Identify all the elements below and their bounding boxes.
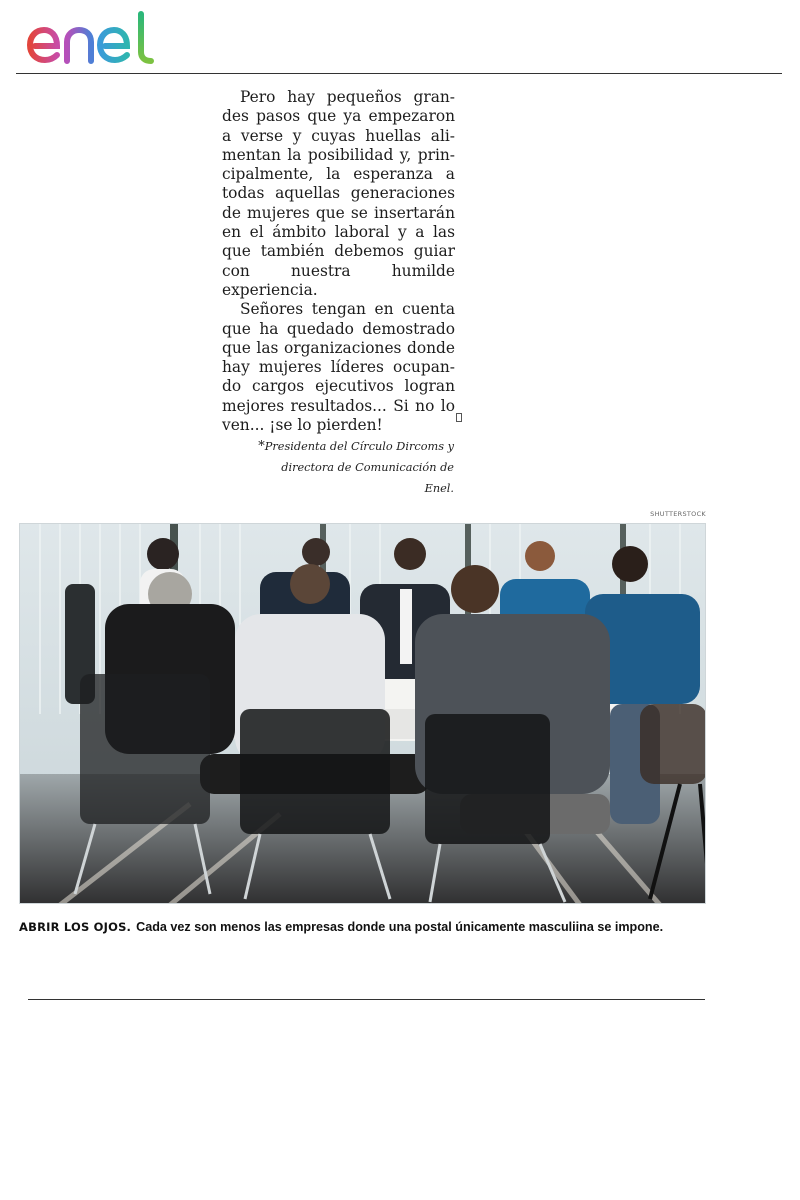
header-divider	[16, 73, 782, 74]
author-byline	[250, 436, 454, 499]
article-column	[222, 88, 455, 435]
photo-credit: SHUTTERSTOCK	[650, 510, 706, 518]
byline-line-2: directora de Comunicación de Enel.	[281, 461, 454, 495]
enel-logo-mark	[17, 8, 172, 68]
article-paragraph: Señores tengan en cuenta que ha quedado demostrado que las organizaciones donde hay mujeres líderes ocupando cargos ejecutivos logran mejores resultados... Si no lo ven... ¡se lo pierden!	[222, 300, 455, 435]
end-of-article-mark	[456, 413, 462, 422]
footer-divider	[28, 999, 705, 1000]
byline-asterisk: *	[258, 439, 265, 454]
caption-kicker: ABRIR LOS OJOS.	[19, 920, 132, 934]
meeting-illustration	[20, 524, 706, 904]
meeting-photo	[19, 523, 706, 904]
enel-logo	[17, 8, 172, 68]
photo-caption	[19, 920, 719, 934]
byline-line-1: *Presidenta del Círculo Dircoms y	[258, 439, 454, 454]
article-paragraph: Pero hay pequeños grandes pasos que ya empezaron a verse y cuyas huellas alimentan la posibilidad y, principalmente, la esperanza a todas aquellas generaciones de mujeres que se insertarán en el ámbito laboral y a las que también debemos guiar con nuestra humilde experiencia.	[222, 88, 455, 299]
caption-text: Cada vez son menos las empresas donde una postal únicamente masculiina se impone.	[136, 920, 664, 934]
